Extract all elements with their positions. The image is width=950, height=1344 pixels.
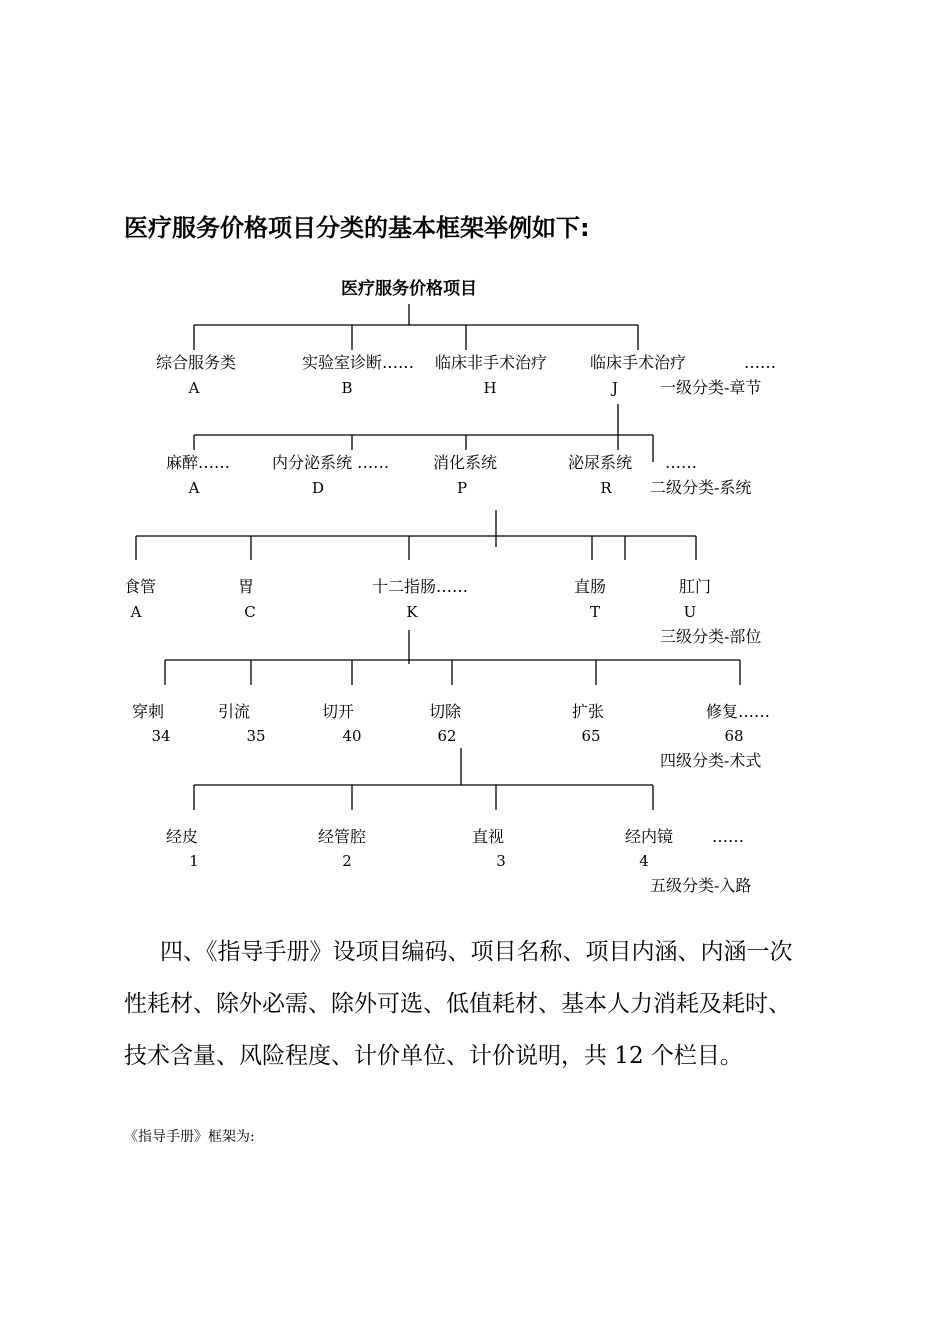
level4-code: 68 (724, 727, 744, 745)
body-paragraph (124, 926, 844, 1082)
paragraph-line: 四、《指导手册》设项目编码、项目名称、项目内涵、内涵一次 (160, 939, 793, 965)
level4-label: 修复…… (706, 702, 771, 721)
level3-code: A (130, 603, 142, 621)
level1-label: 临床非手术治疗 (435, 353, 548, 372)
level3-code: U (683, 603, 697, 621)
level4-code: 65 (581, 727, 601, 745)
level2-code: P (456, 479, 468, 497)
level3-connectors (136, 510, 696, 560)
level1-label: 综合服务类 (155, 353, 237, 372)
paragraph-line: 技术含量、风险程度、计价单位、计价说明，共 12 个栏目。 (124, 1043, 743, 1069)
level1-code: H (483, 379, 497, 397)
level5-code: 1 (189, 852, 199, 870)
level2-code: D (311, 479, 325, 497)
paragraph-line: 性耗材、除外必需、除外可选、低值耗材、基本人力消耗及耗时、 (124, 991, 791, 1017)
level2-nodes (166, 453, 751, 497)
level5-code: 2 (342, 852, 352, 870)
level1-code: B (341, 379, 353, 397)
tree-root: 医疗服务价格项目 (341, 279, 477, 299)
level3-label: 肛门 (679, 577, 712, 596)
level4-code: 62 (437, 727, 457, 745)
level4-nodes (132, 702, 770, 770)
level5-caption: 五级分类-入路 (650, 876, 752, 895)
level3-label: 食管 (124, 577, 157, 596)
level3-label: 直肠 (574, 577, 607, 596)
level4-code: 35 (246, 727, 266, 745)
level2-label: 消化系统 (433, 453, 498, 472)
level1-caption: 一级分类-章节 (660, 378, 762, 397)
level2-label: 泌尿系统 (568, 453, 633, 472)
framework-note: 《指导手册》框架为: (124, 1129, 255, 1145)
level1-label: 临床手术治疗 (590, 353, 687, 372)
level2-caption: 二级分类-系统 (650, 478, 752, 497)
level3-code: K (406, 603, 418, 621)
level5-connectors (194, 748, 653, 810)
level4-caption: 四级分类-术式 (660, 751, 762, 770)
level5-code: 4 (639, 852, 649, 870)
level4-label: 穿刺 (132, 702, 165, 721)
level1-code: A (188, 379, 200, 397)
level1-nodes (156, 353, 776, 397)
level4-connectors (165, 630, 740, 685)
level5-label: 经皮 (166, 827, 199, 846)
level5-code: 3 (496, 852, 506, 870)
level2-code: R (600, 479, 612, 497)
level3-code: T (589, 603, 601, 621)
level2-label: …… (665, 453, 697, 472)
page-heading: 医疗服务价格项目分类的基本框架举例如下: (124, 214, 590, 242)
level4-code: 34 (151, 727, 171, 745)
level5-label: 经管腔 (318, 827, 367, 846)
level1-label: 实验室诊断…… (302, 353, 415, 372)
level3-label: 胃 (238, 577, 255, 596)
level1-connectors (194, 304, 638, 350)
level3-caption: 三级分类-部位 (660, 627, 762, 646)
level3-label: 十二指肠…… (372, 577, 469, 596)
level2-label: 麻醉…… (166, 453, 231, 472)
level5-label: 直视 (472, 827, 505, 846)
level2-label: 内分泌系统 …… (272, 453, 390, 472)
level5-label: …… (712, 827, 744, 846)
level4-label: 扩张 (572, 702, 605, 721)
level4-label: 切除 (429, 702, 462, 721)
level5-label: 经内镜 (625, 827, 674, 846)
level4-code: 40 (342, 727, 362, 745)
level1-code: J (611, 379, 619, 397)
level3-nodes (124, 577, 761, 646)
level4-label: 引流 (218, 702, 251, 721)
level3-code: C (244, 603, 256, 621)
level1-label: …… (744, 353, 776, 372)
level5-nodes (166, 827, 751, 895)
level4-label: 切开 (322, 702, 355, 721)
level2-code: A (188, 479, 200, 497)
